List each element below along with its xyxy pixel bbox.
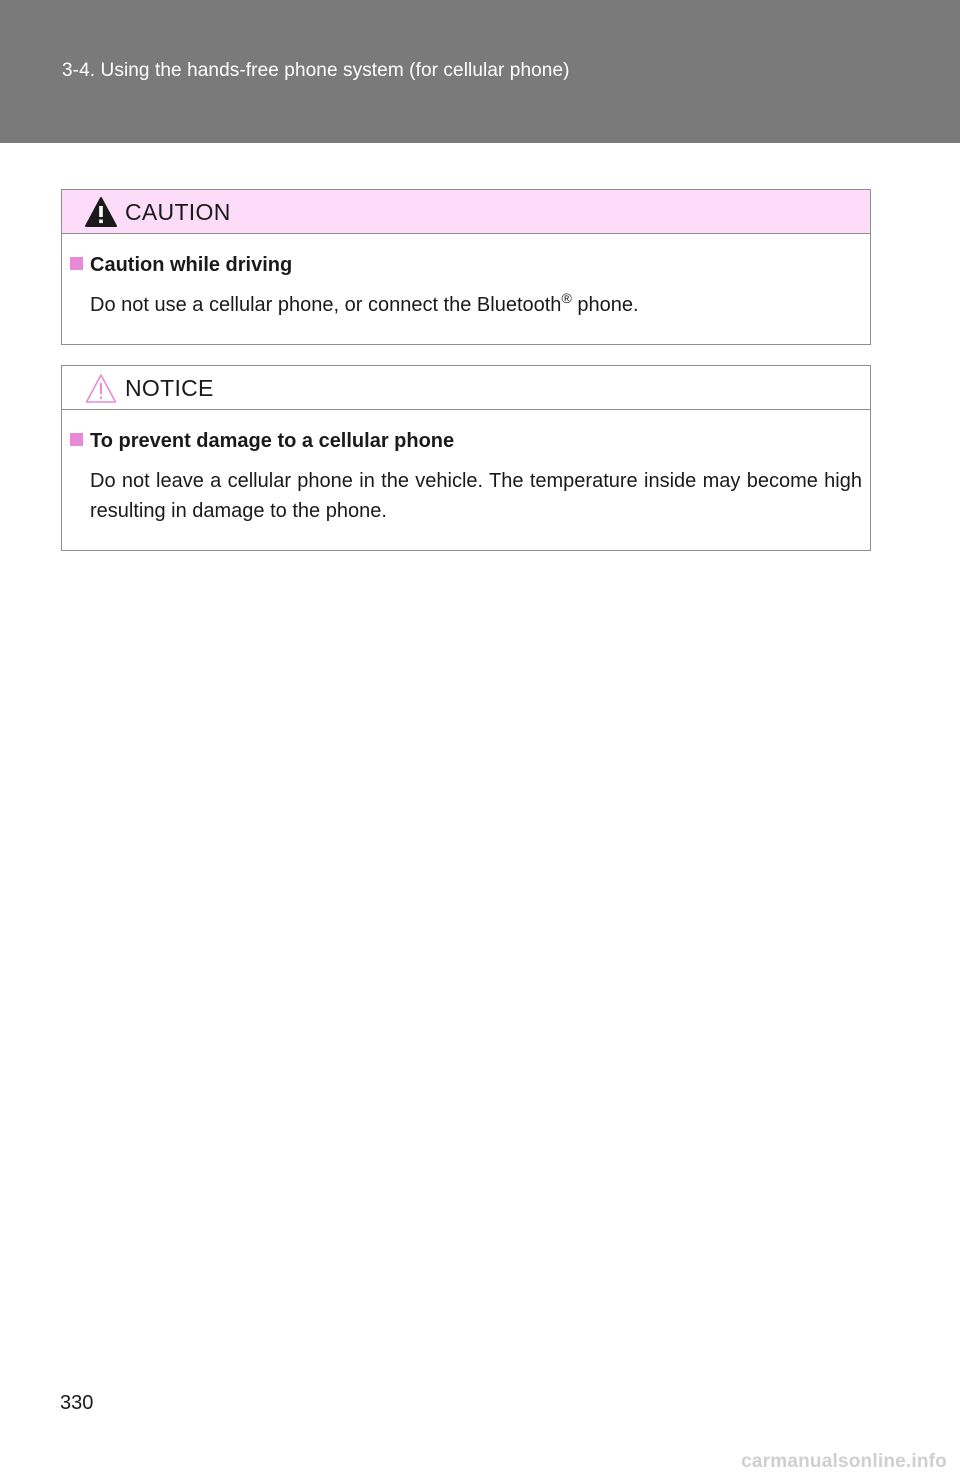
caution-body bbox=[90, 290, 862, 320]
section-title: 3-4. Using the hands-free phone system (for cellular phone) bbox=[62, 60, 570, 81]
caution-body-text: Do not use a cellular phone, or connect the Bluetooth bbox=[90, 294, 562, 316]
watermark: carmanualsonline.info bbox=[741, 1451, 947, 1472]
page-header bbox=[0, 0, 960, 143]
caution-body-end: phone. bbox=[571, 294, 639, 316]
warning-triangle-outline-icon bbox=[84, 372, 118, 404]
caution-box bbox=[61, 189, 871, 345]
notice-item-title bbox=[70, 430, 454, 453]
notice-box bbox=[61, 365, 871, 551]
warning-triangle-icon bbox=[84, 196, 118, 228]
caution-label: CAUTION bbox=[125, 199, 231, 225]
notice-body: Do not leave a cellular phone in the vehicle. The temperature inside may become high resulting in damage to the phone. bbox=[90, 470, 862, 522]
caution-header bbox=[62, 190, 870, 234]
bullet-square-icon bbox=[70, 433, 83, 446]
registered-mark: ® bbox=[561, 290, 572, 306]
bullet-square-icon bbox=[70, 257, 83, 270]
notice-header bbox=[62, 366, 870, 410]
caution-item-title-text: Caution while driving bbox=[90, 254, 293, 276]
notice-item-title-text: To prevent damage to a cellular phone bbox=[90, 430, 455, 452]
page-number: 330 bbox=[60, 1392, 94, 1414]
notice-label: NOTICE bbox=[125, 375, 214, 401]
caution-item-title bbox=[70, 254, 292, 277]
